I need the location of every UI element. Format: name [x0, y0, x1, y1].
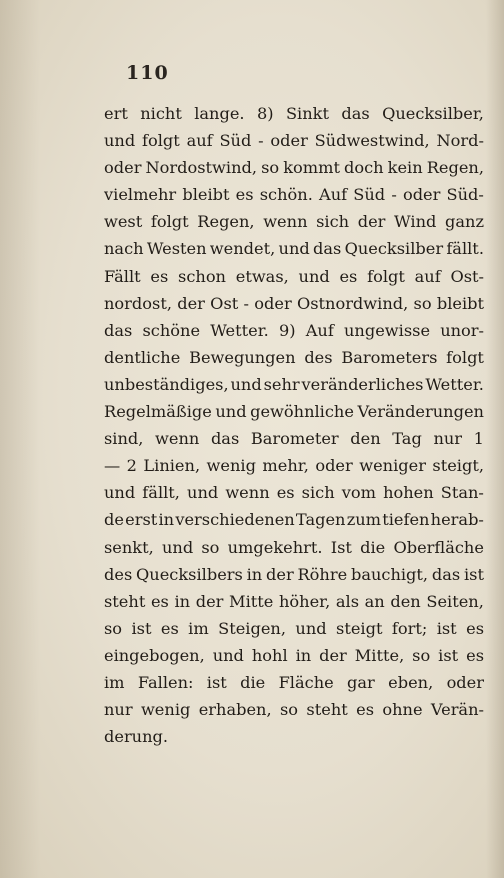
text-line: oder Nordostwind, so kommt doch kein Regen, — [104, 158, 484, 178]
text-line: ert nicht lange. 8) Sinkt das Quecksilber, — [104, 104, 484, 123]
text-line: Fällt es schon etwas, und es folgt auf Ost- — [104, 266, 484, 286]
text-line: nur wenig erhaben, so steht es ohne Verän- — [104, 700, 484, 720]
text-line: — 2 Linien, wenig mehr, oder weniger steigt, — [104, 456, 484, 476]
text-line: dentliche Bewegungen des Barometers folgt — [104, 347, 484, 367]
text-line: west folgt Regen, wenn sich der Wind ganz — [104, 212, 484, 232]
text-line: im Fallen: ist die Fläche gar eben, oder — [104, 672, 484, 692]
page-edge-shadow — [486, 0, 504, 878]
text-line: vielmehr bleibt es schön. Auf Süd - oder Süd- — [104, 185, 484, 205]
text-line: sind, wenn das Barometer den Tag nur 1 — [104, 429, 484, 449]
text-line: das schöne Wetter. 9) Auf ungewisse unor- — [104, 320, 484, 340]
text-line: unbeständiges, und sehr veränderliches Wetter. — [104, 374, 484, 394]
page-number: 110 — [126, 62, 169, 84]
body-text — [104, 100, 484, 750]
text-line: nach Westen wendet, und das Quecksilber fällt. — [104, 239, 484, 259]
text-line: steht es in der Mitte höher, als an den Seiten, — [104, 591, 484, 611]
text-line: nordost, der Ost - oder Ostnordwind, so bleibt — [104, 293, 484, 313]
text-line: so ist es im Steigen, und steigt fort; ist es — [104, 618, 484, 638]
text-line: de erst in verschiedenen Tagen zum tiefen herab- — [104, 510, 484, 530]
text-line: derung. — [104, 727, 169, 747]
text-line: und folgt auf Süd - oder Südwestwind, Nord- — [104, 131, 484, 151]
text-line: des Quecksilbers in der Röhre bauchigt, das ist — [104, 564, 484, 584]
text-line: und fällt, und wenn es sich vom hohen Stan- — [104, 483, 484, 503]
text-line: Regelmäßige und gewöhnliche Veränderungen — [104, 402, 484, 422]
text-line: eingebogen, und hohl in der Mitte, so ist es — [104, 645, 484, 665]
spine-shadow — [0, 0, 40, 878]
text-line: senkt, und so umgekehrt. Ist die Oberfläche — [104, 537, 484, 557]
